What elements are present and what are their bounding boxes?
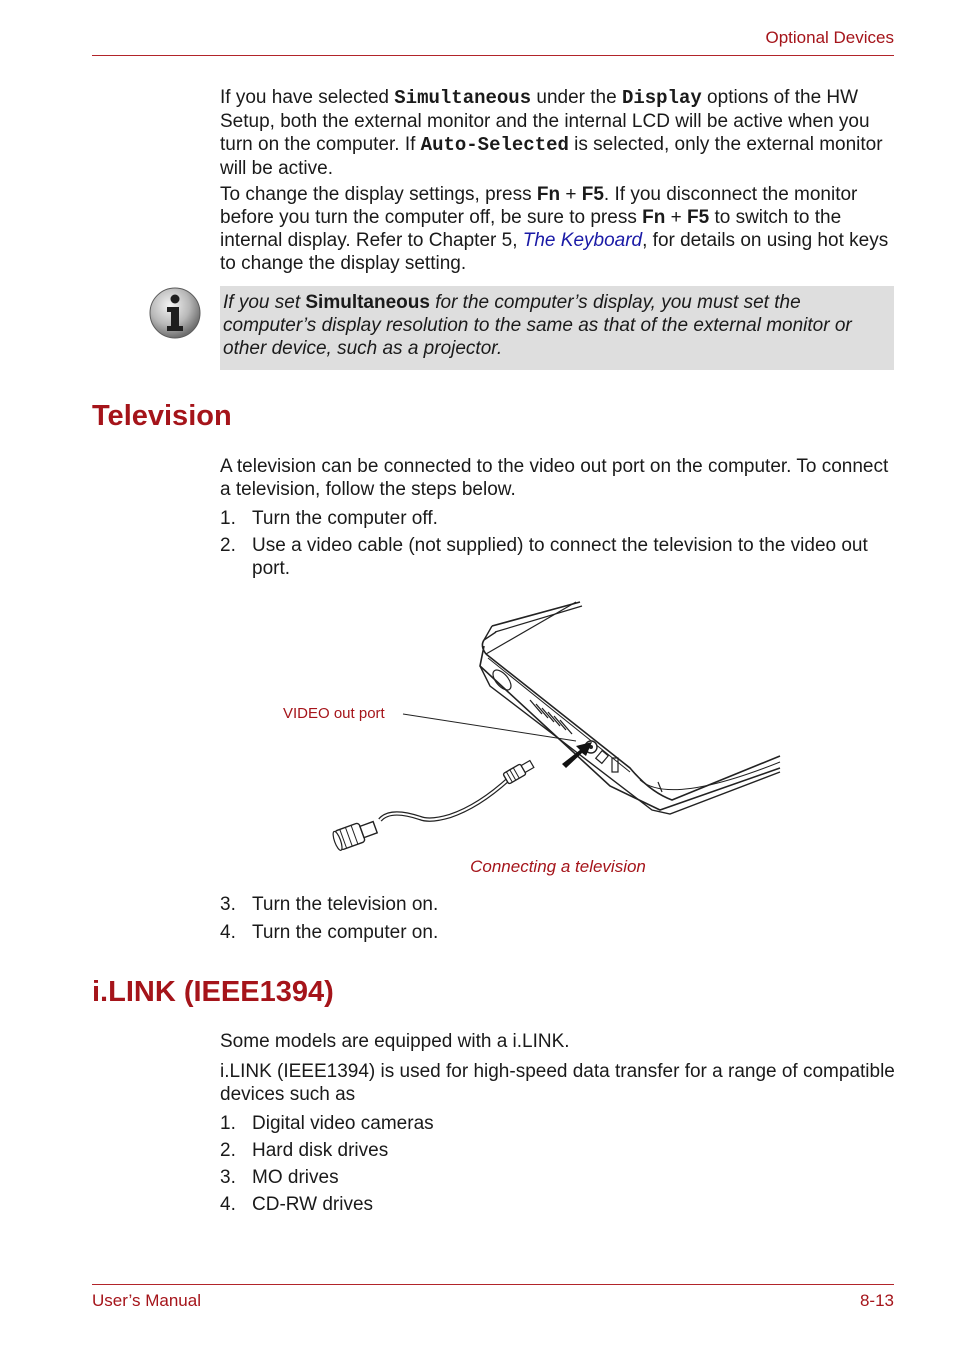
list-item: 1. Digital video cameras bbox=[220, 1113, 434, 1134]
list-item: 2. Hard disk drives bbox=[220, 1140, 389, 1161]
list-item: 3. Turn the television on. bbox=[220, 894, 439, 915]
tv-steps-list-1 bbox=[220, 507, 896, 580]
paragraph-ilink-desc: i.LINK (IEEE1394) is used for high-speed data transfer for a range of compatible devices such as bbox=[220, 1061, 895, 1105]
code-simultaneous: Simultaneous bbox=[394, 87, 532, 109]
note-bold-simultaneous: Simultaneous bbox=[305, 292, 430, 313]
paragraph-tv-intro: A television can be connected to the video out port on the computer. To connect a television, follow the steps below. bbox=[220, 456, 889, 500]
key-f5: F5 bbox=[581, 184, 604, 205]
list-item: 2. Use a video cable (not supplied) to connect the television to the video out port. bbox=[220, 535, 868, 579]
figure-tv-connection bbox=[280, 596, 782, 858]
code-auto-selected: Auto-Selected bbox=[420, 134, 569, 156]
heading-ilink: i.LINK (IEEE1394) bbox=[92, 976, 334, 1008]
key-f5: F5 bbox=[687, 207, 710, 228]
link-the-keyboard[interactable]: The Keyboard bbox=[522, 230, 643, 251]
list-item: 4. Turn the computer on. bbox=[220, 922, 439, 943]
list-item: 1. Turn the computer off. bbox=[220, 508, 438, 529]
figure-label-video-out-port: VIDEO out port bbox=[283, 705, 385, 722]
footer-manual-title: User’s Manual bbox=[92, 1291, 201, 1310]
list-item: 3. MO drives bbox=[220, 1167, 339, 1188]
info-icon bbox=[148, 286, 202, 340]
key-fn: Fn bbox=[536, 184, 561, 205]
paragraph-change-display: To change the display settings, press Fn + F5. If you disconnect the monitor before you turn the computer off, be sure to press Fn + F5 to switch to the internal display. Refer to Chapter 5, The Keyboard, for details on using hot keys to change the display setting. bbox=[220, 184, 889, 274]
paragraph-display-setup: If you have selected Simultaneous under the Display options of the HW Setup, both the external monitor and the internal LCD will be active when you turn on the computer. If Auto-Selected is selected, only the external monitor will be active. bbox=[220, 87, 883, 179]
code-display: Display bbox=[621, 87, 702, 109]
tv-steps-list-2 bbox=[220, 893, 896, 944]
page-number: 8-13 bbox=[859, 1291, 894, 1310]
footer-rule bbox=[92, 1284, 894, 1285]
note-text: If you set Simultaneous for the computer’s display, you must set the computer’s display resolution to the same as that of the external monitor or other device, such as a projector. bbox=[223, 292, 852, 359]
note-box bbox=[220, 286, 894, 370]
ilink-devices-list bbox=[220, 1112, 896, 1216]
running-header: Optional Devices bbox=[765, 28, 894, 47]
figure-caption: Connecting a television bbox=[470, 857, 646, 876]
header-rule bbox=[92, 55, 894, 56]
key-fn: Fn bbox=[642, 207, 666, 228]
heading-television: Television bbox=[92, 400, 232, 432]
list-item: 4. CD-RW drives bbox=[220, 1194, 374, 1215]
paragraph-ilink-models: Some models are equipped with a i.LINK. bbox=[220, 1031, 570, 1052]
